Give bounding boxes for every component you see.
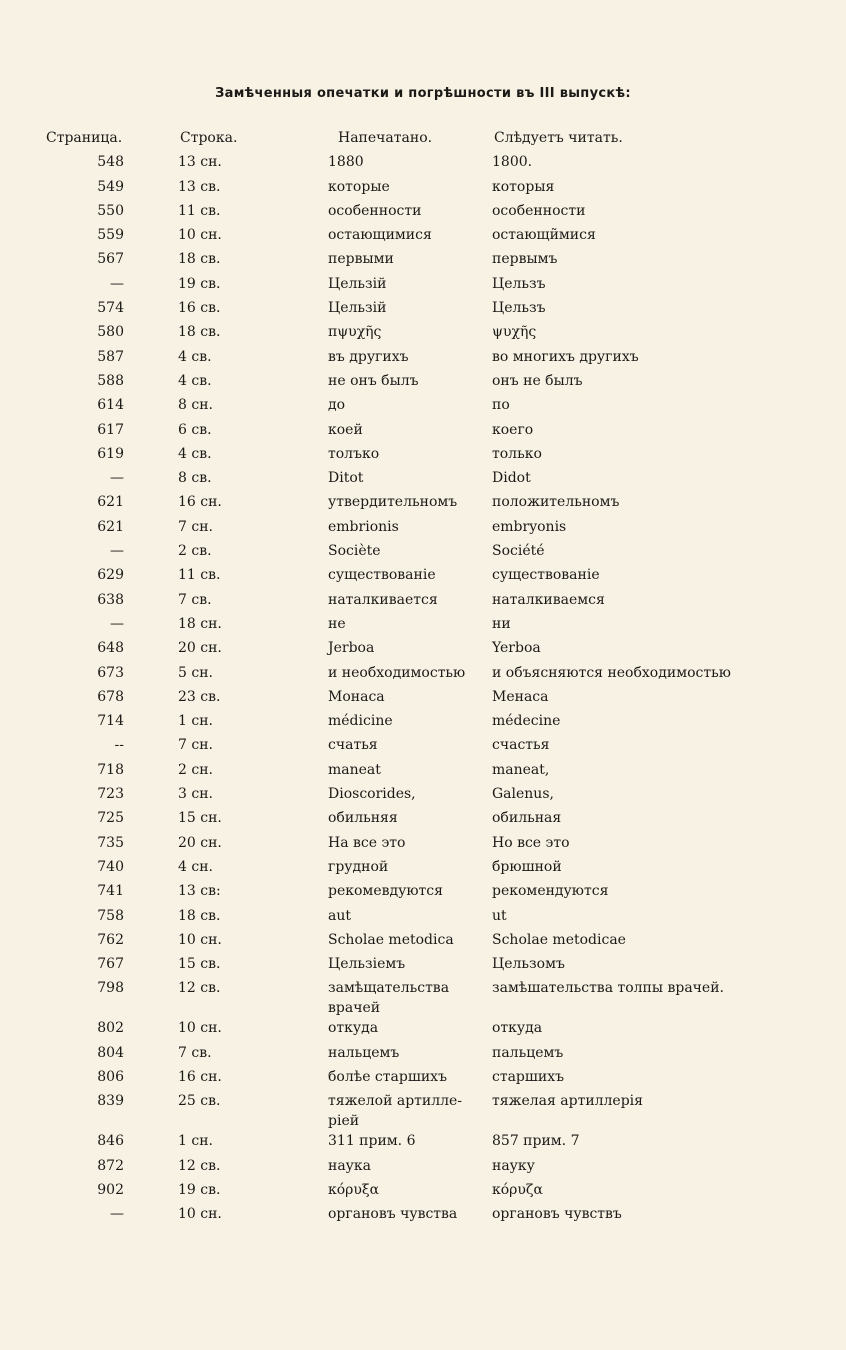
cell-read: существованіе bbox=[492, 567, 600, 584]
cell-line: 20 сн. bbox=[178, 640, 222, 657]
table-row bbox=[0, 420, 846, 444]
cell-printed: 1880 bbox=[328, 154, 364, 171]
cell-read: Цельзъ bbox=[492, 275, 546, 292]
table-row bbox=[0, 711, 846, 735]
header-read: Слѣдуетъ читать. bbox=[494, 130, 623, 146]
cell-line: 13 сн. bbox=[178, 154, 222, 171]
cell-printed: aut bbox=[328, 907, 351, 924]
cell-printed: κόρυξα bbox=[328, 1181, 380, 1198]
table-row bbox=[0, 274, 846, 298]
cell-read: maneat, bbox=[492, 761, 550, 778]
cell-line: 12 св. bbox=[178, 1157, 221, 1174]
cell-page: 846 bbox=[97, 1133, 124, 1150]
cell-page: 587 bbox=[97, 348, 124, 365]
cell-printed: Цельзій bbox=[328, 275, 387, 292]
cell-printed: откуда bbox=[328, 1020, 379, 1037]
cell-line: 18 св. bbox=[178, 251, 221, 268]
table-row bbox=[0, 492, 846, 516]
cell-page: 567 bbox=[97, 251, 124, 268]
cell-read: Société bbox=[492, 543, 545, 560]
table-row bbox=[0, 249, 846, 273]
cell-line: 13 св: bbox=[178, 883, 221, 900]
cell-printed: Цельзій bbox=[328, 300, 387, 317]
cell-read: особенности bbox=[492, 202, 586, 219]
table-row bbox=[0, 906, 846, 930]
table-row bbox=[0, 152, 846, 176]
cell-read: Но все это bbox=[492, 834, 570, 851]
cell-page: 549 bbox=[97, 178, 124, 195]
cell-read: κόρυζα bbox=[492, 1181, 543, 1198]
cell-printed: embrionis bbox=[328, 518, 399, 535]
cell-line: 18 св. bbox=[178, 324, 221, 341]
cell-read: по bbox=[492, 397, 510, 414]
header-line: Строка. bbox=[180, 130, 238, 146]
cell-line: 13 св. bbox=[178, 178, 221, 195]
cell-page: 718 bbox=[97, 761, 124, 778]
cell-line: 16 сн. bbox=[178, 494, 222, 511]
cell-line: 4 сн. bbox=[178, 858, 213, 875]
cell-printed: не bbox=[328, 615, 346, 632]
table-row bbox=[0, 1156, 846, 1180]
cell-read: и объясняются необходимостью bbox=[492, 664, 731, 681]
cell-line: 3 сн. bbox=[178, 786, 213, 803]
cell-line: 4 св. bbox=[178, 445, 212, 462]
cell-printed: до bbox=[328, 397, 346, 414]
cell-printed: утвердительномъ bbox=[328, 494, 458, 511]
cell-line: 20 сн. bbox=[178, 834, 222, 851]
cell-read: Yerboa bbox=[492, 640, 541, 657]
cell-read: Цельзъ bbox=[492, 300, 546, 317]
cell-page: 872 bbox=[97, 1157, 124, 1174]
cell-read: откуда bbox=[492, 1020, 543, 1037]
cell-printed: maneat bbox=[328, 761, 381, 778]
cell-line: 7 св. bbox=[178, 591, 212, 608]
cell-page: 741 bbox=[97, 883, 124, 900]
table-row bbox=[0, 1204, 846, 1228]
table-row bbox=[0, 517, 846, 541]
table-row bbox=[0, 881, 846, 905]
table-row bbox=[0, 201, 846, 225]
cell-printed: нальцемъ bbox=[328, 1044, 400, 1061]
cell-read: embryonis bbox=[492, 518, 567, 535]
cell-read: тяжелая артиллерія bbox=[492, 1093, 643, 1110]
cell-page: 802 bbox=[97, 1020, 124, 1037]
cell-printed: médicine bbox=[328, 713, 393, 730]
table-row bbox=[0, 1067, 846, 1091]
table-row bbox=[0, 808, 846, 832]
cell-page: 621 bbox=[97, 518, 124, 535]
cell-line: 5 сн. bbox=[178, 664, 213, 681]
table-row bbox=[0, 225, 846, 249]
cell-read: которыя bbox=[492, 178, 555, 195]
cell-line: 4 св. bbox=[178, 372, 212, 389]
cell-page: 804 bbox=[97, 1044, 124, 1061]
cell-line: 25 св. bbox=[178, 1093, 221, 1110]
cell-line: 18 св. bbox=[178, 907, 221, 924]
cell-page: 559 bbox=[97, 227, 124, 244]
table-row bbox=[0, 371, 846, 395]
cell-read: остающи̃мися bbox=[492, 227, 596, 244]
page-title: Замѣченныя опечатки и погрѣшности въ III выпускѣ: bbox=[215, 86, 631, 101]
table-row bbox=[0, 395, 846, 419]
table-row bbox=[0, 1043, 846, 1067]
cell-printed: грудной bbox=[328, 858, 389, 875]
cell-line: 7 сн. bbox=[178, 737, 213, 754]
table-row bbox=[0, 177, 846, 201]
cell-line: 7 св. bbox=[178, 1044, 212, 1061]
table-row bbox=[0, 322, 846, 346]
cell-read: положительномъ bbox=[492, 494, 620, 511]
cell-read: замѣшательства толпы врачей. bbox=[492, 980, 724, 997]
cell-line: 10 сн. bbox=[178, 1206, 222, 1223]
cell-read: ut bbox=[492, 907, 507, 924]
cell-line: 6 св. bbox=[178, 421, 212, 438]
table-row bbox=[0, 468, 846, 492]
cell-page: — bbox=[110, 1206, 124, 1223]
cell-page: 758 bbox=[97, 907, 124, 924]
table-row bbox=[0, 930, 846, 954]
table-row bbox=[0, 784, 846, 808]
cell-page: 580 bbox=[97, 324, 124, 341]
cell-read: Didot bbox=[492, 470, 531, 487]
cell-printed: первыми bbox=[328, 251, 394, 268]
cell-line: 10 сн. bbox=[178, 931, 222, 948]
cell-line: 11 св. bbox=[178, 567, 221, 584]
cell-page: 617 bbox=[97, 421, 124, 438]
cell-printed: остающимися bbox=[328, 227, 432, 244]
cell-page: 798 bbox=[97, 980, 124, 997]
cell-page: 638 bbox=[97, 591, 124, 608]
cell-read: онъ не былъ bbox=[492, 372, 583, 389]
cell-printed: 311 прим. 6 bbox=[328, 1133, 416, 1150]
cell-printed: существованіе bbox=[328, 567, 436, 584]
cell-page: 648 bbox=[97, 640, 124, 657]
cell-line: 8 сн. bbox=[178, 397, 213, 414]
table-row bbox=[0, 663, 846, 687]
cell-line: 2 св. bbox=[178, 543, 212, 560]
table-header bbox=[0, 128, 846, 152]
cell-printed: въ другихъ bbox=[328, 348, 409, 365]
cell-line: 12 св. bbox=[178, 980, 221, 997]
cell-read: пальцемъ bbox=[492, 1044, 564, 1061]
cell-page: 723 bbox=[97, 786, 124, 803]
cell-read: 857 прим. 7 bbox=[492, 1133, 580, 1150]
table-row bbox=[0, 638, 846, 662]
header-printed: Напечатано. bbox=[338, 130, 433, 146]
table-row bbox=[0, 298, 846, 322]
cell-printed: и необходимостью bbox=[328, 664, 466, 681]
cell-page: 588 bbox=[97, 372, 124, 389]
cell-page: 735 bbox=[97, 834, 124, 851]
cell-read: 1800. bbox=[492, 154, 533, 171]
cell-read: обильная bbox=[492, 810, 562, 827]
cell-line: 8 св. bbox=[178, 470, 212, 487]
table-row bbox=[0, 1018, 846, 1042]
cell-page: 619 bbox=[97, 445, 124, 462]
cell-read: только bbox=[492, 445, 542, 462]
cell-printed: счатья bbox=[328, 737, 378, 754]
cell-read: ни bbox=[492, 615, 511, 632]
cell-page: 725 bbox=[97, 810, 124, 827]
cell-page: 548 bbox=[97, 154, 124, 171]
cell-read: Цельзомъ bbox=[492, 956, 565, 973]
table-row bbox=[0, 1131, 846, 1155]
cell-line: 11 св. bbox=[178, 202, 221, 219]
cell-line: 18 сн. bbox=[178, 615, 222, 632]
cell-printed: тяжелой артилле- ріей bbox=[328, 1093, 463, 1130]
cell-page: 714 bbox=[97, 713, 124, 730]
cell-printed: которые bbox=[328, 178, 390, 195]
cell-line: 4 св. bbox=[178, 348, 212, 365]
cell-line: 16 св. bbox=[178, 300, 221, 317]
cell-line: 23 св. bbox=[178, 688, 221, 705]
cell-line: 15 сн. bbox=[178, 810, 222, 827]
cell-page: 767 bbox=[97, 956, 124, 973]
cell-page: 629 bbox=[97, 567, 124, 584]
table-row bbox=[0, 1180, 846, 1204]
cell-printed: наталкивается bbox=[328, 591, 438, 608]
cell-printed: замѣщательства врачей bbox=[328, 980, 450, 1017]
cell-read: старшихъ bbox=[492, 1068, 565, 1085]
cell-read: первымъ bbox=[492, 251, 558, 268]
cell-line: 10 сн. bbox=[178, 1020, 222, 1037]
cell-page: — bbox=[110, 470, 124, 487]
cell-printed: органовъ чувства bbox=[328, 1206, 458, 1223]
cell-printed: обильняя bbox=[328, 810, 398, 827]
table-row bbox=[0, 444, 846, 468]
cell-line: 16 сн. bbox=[178, 1068, 222, 1085]
cell-read: Scholae metodicae bbox=[492, 931, 626, 948]
table-row bbox=[0, 541, 846, 565]
cell-page: — bbox=[110, 543, 124, 560]
cell-read: наталкиваемся bbox=[492, 591, 605, 608]
cell-line: 19 св. bbox=[178, 1181, 221, 1198]
cell-page: 673 bbox=[97, 664, 124, 681]
cell-printed: Jerboa bbox=[328, 640, 375, 657]
cell-read: органовъ чувствъ bbox=[492, 1206, 622, 1223]
table-row bbox=[0, 954, 846, 978]
cell-printed: Dioscorides, bbox=[328, 786, 416, 803]
cell-page: 550 bbox=[97, 202, 124, 219]
table-row bbox=[0, 978, 846, 1018]
cell-read: науку bbox=[492, 1157, 535, 1174]
cell-printed: πψυχῆς bbox=[328, 324, 382, 341]
cell-read: счастья bbox=[492, 737, 550, 754]
cell-printed: Sociète bbox=[328, 543, 381, 560]
cell-printed: болѣе старшихъ bbox=[328, 1068, 447, 1085]
cell-line: 15 св. bbox=[178, 956, 221, 973]
cell-read: Galenus, bbox=[492, 786, 554, 803]
table-row bbox=[0, 687, 846, 711]
cell-page: 762 bbox=[97, 931, 124, 948]
errata-table bbox=[0, 128, 846, 1228]
cell-page: 740 bbox=[97, 858, 124, 875]
cell-page: — bbox=[110, 615, 124, 632]
cell-read: Менаса bbox=[492, 688, 549, 705]
table-row bbox=[0, 565, 846, 589]
cell-page: 678 bbox=[97, 688, 124, 705]
cell-line: 7 сн. bbox=[178, 518, 213, 535]
cell-printed: рекомевдуются bbox=[328, 883, 443, 900]
cell-page: 806 bbox=[97, 1068, 124, 1085]
cell-read: рекомендуются bbox=[492, 883, 609, 900]
table-row bbox=[0, 833, 846, 857]
cell-printed: Монаса bbox=[328, 688, 385, 705]
cell-line: 1 сн. bbox=[178, 1133, 213, 1150]
cell-read: médecine bbox=[492, 713, 561, 730]
cell-printed: Scholae metodica bbox=[328, 931, 454, 948]
table-row bbox=[0, 735, 846, 759]
table-row bbox=[0, 347, 846, 371]
cell-line: 10 сн. bbox=[178, 227, 222, 244]
cell-line: 19 св. bbox=[178, 275, 221, 292]
cell-printed: На все это bbox=[328, 834, 406, 851]
cell-page: 839 bbox=[97, 1093, 124, 1110]
cell-printed: коей bbox=[328, 421, 363, 438]
cell-read: ψυχῆς bbox=[492, 324, 537, 341]
cell-page: 574 bbox=[97, 300, 124, 317]
cell-page: — bbox=[110, 275, 124, 292]
table-row bbox=[0, 1091, 846, 1131]
cell-page: 614 bbox=[97, 397, 124, 414]
cell-line: 1 сн. bbox=[178, 713, 213, 730]
cell-read: брюшной bbox=[492, 858, 562, 875]
table-row bbox=[0, 614, 846, 638]
cell-printed: Цельзіемъ bbox=[328, 956, 406, 973]
header-page: Страница. bbox=[46, 130, 123, 146]
table-row bbox=[0, 590, 846, 614]
table-row bbox=[0, 857, 846, 881]
cell-page: 902 bbox=[97, 1181, 124, 1198]
cell-read: во многихъ другихъ bbox=[492, 348, 639, 365]
cell-printed: Ditot bbox=[328, 470, 364, 487]
cell-read: коего bbox=[492, 421, 534, 438]
cell-printed: не онъ былъ bbox=[328, 372, 419, 389]
cell-printed: наука bbox=[328, 1157, 372, 1174]
cell-printed: толъко bbox=[328, 445, 380, 462]
cell-printed: особенности bbox=[328, 202, 422, 219]
table-body bbox=[0, 152, 846, 1228]
cell-page: 621 bbox=[97, 494, 124, 511]
cell-page: -- bbox=[114, 737, 124, 754]
table-row bbox=[0, 760, 846, 784]
cell-line: 2 сн. bbox=[178, 761, 213, 778]
